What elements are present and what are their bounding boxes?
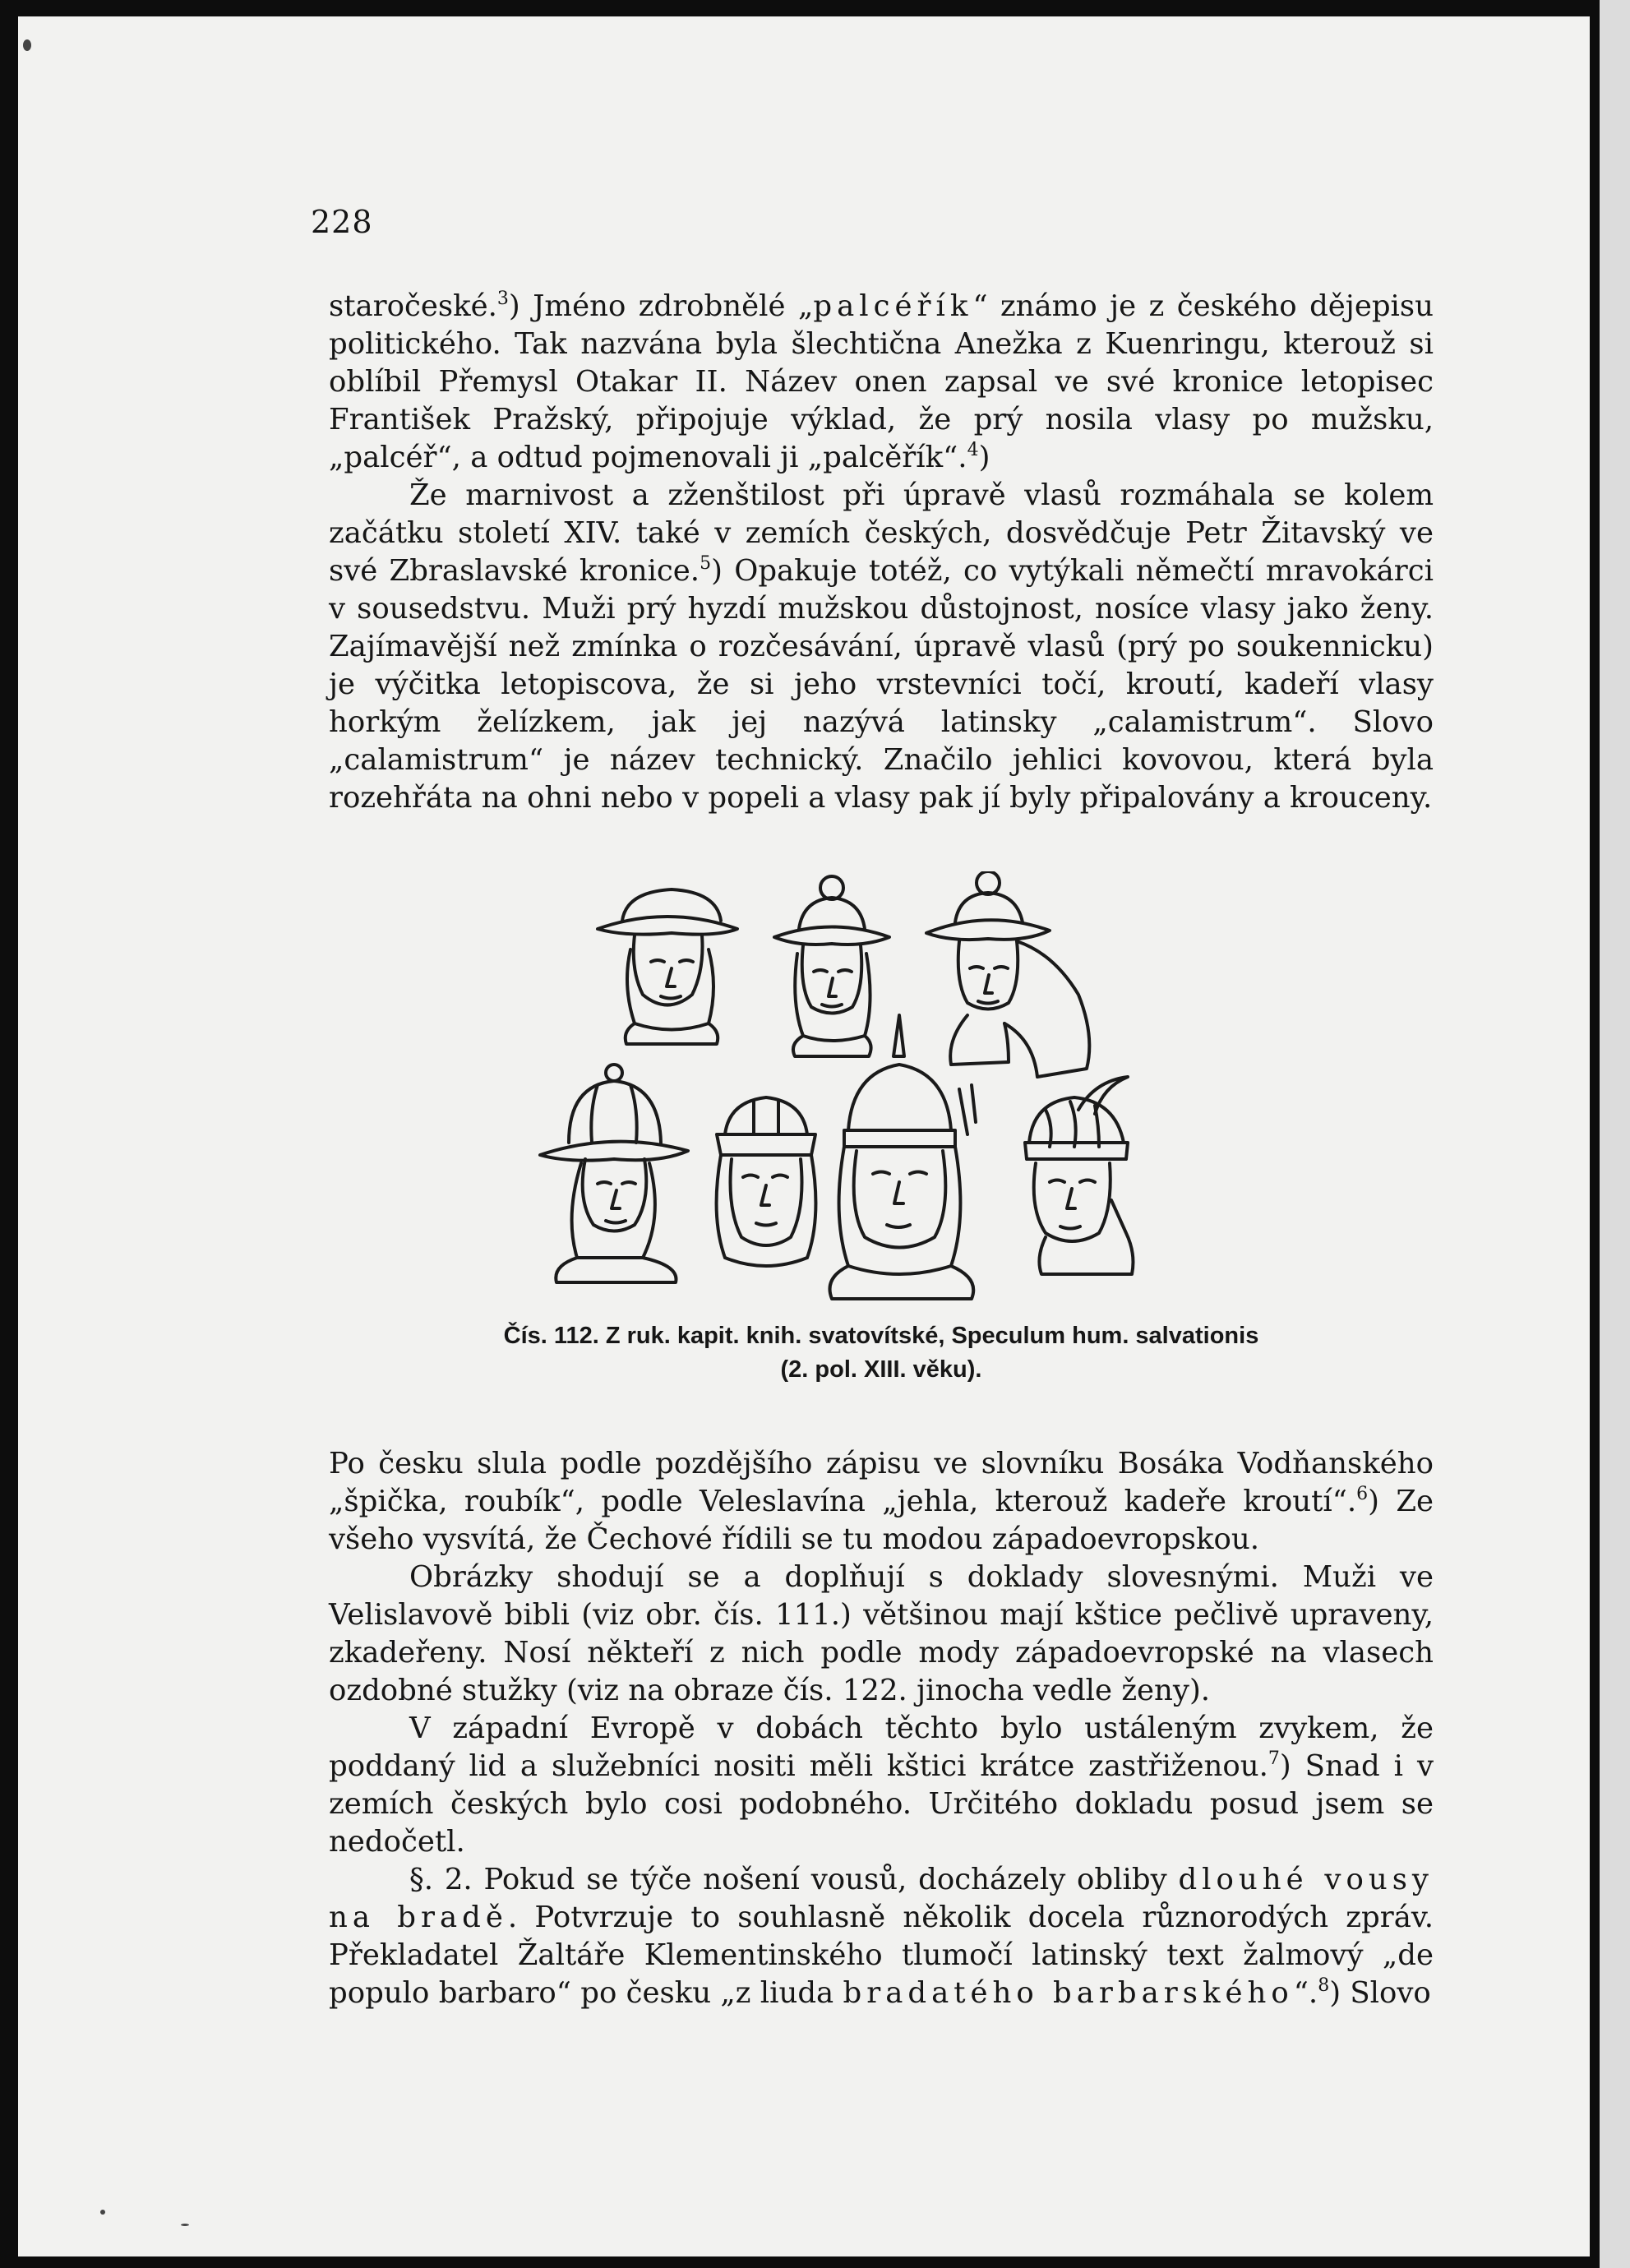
head-horned-helmet-7 bbox=[1025, 1077, 1133, 1274]
emphasized-spaced-text: palcéřík bbox=[813, 289, 973, 323]
figure-112-heads-illustration bbox=[519, 871, 1243, 1307]
head-knobbed-hat-2 bbox=[774, 876, 889, 1056]
bottom-text-block bbox=[329, 1445, 1434, 2012]
text-run: ) bbox=[978, 441, 990, 474]
text-run: ) Snad i v zemích českých bylo cosi podobného. Určitého dokladu posud jsem se nedočetl. bbox=[329, 1749, 1434, 1859]
caption-line-1: Čís. 112. Z ruk. kapit. knih. svatovítské, Speculum hum. salvationis bbox=[503, 1323, 1259, 1349]
text-run: V západní Evropě v dobách těchto bylo ustáleným zvykem, že poddaný lid a služebníci nositi měli kštici krátce zastřiženou. bbox=[329, 1711, 1434, 1783]
head-kettle-hat-1 bbox=[598, 889, 737, 1044]
footnote-marker: 8 bbox=[1318, 1975, 1330, 1996]
head-banded-cap-5 bbox=[717, 1097, 816, 1266]
head-ribbed-helmet-4 bbox=[540, 1065, 688, 1282]
text-run: staročeské. bbox=[329, 289, 497, 323]
bottom-paragraph bbox=[329, 1710, 1434, 1861]
caption-line-2: (2. pol. XIII. věku). bbox=[780, 1356, 982, 1383]
footnote-marker: 4 bbox=[967, 440, 979, 460]
text-run: §. 2. Pokud se týče nošení vousů, docházely obliby bbox=[409, 1863, 1179, 1896]
head-hat-with-drape-3 bbox=[926, 871, 1089, 1077]
footnote-marker: 3 bbox=[496, 289, 509, 309]
page-number: 228 bbox=[311, 204, 373, 240]
print-speck bbox=[181, 2224, 189, 2226]
book-page bbox=[18, 16, 1590, 2256]
text-run: Po česku slula podle pozdějšího zápisu ve slovníku Bosáka Vodňanského „špička, roubík“, podle Veleslavína „jehla, kterouž kadeře kroutí“. bbox=[329, 1447, 1434, 1518]
text-run: . Potvrzuje to souhlasně několik docela různorodých zpráv. Překladatel Žaltáře Klementinského tlumočí latinský text žalmový „de populo barbaro“ po česku „z liuda bbox=[329, 1901, 1434, 2010]
top-text-block bbox=[329, 288, 1434, 817]
text-run: ) Slovo bbox=[1329, 1976, 1431, 2010]
bottom-paragraph bbox=[329, 1559, 1434, 1710]
text-run: ) Opakuje totéž, co vytýkali němečtí mravokárci v sousedstvu. Muži prý hyzdí mužskou důstojnost, nosíce vlasy jako ženy. Zajímavější než zmínka o rozčesávání, úpravě vlasů (prý po soukennicku) je výčitka letopiscova, že si jeho vrstevníci točí, kroutí, kadeří vlasy horkým želízkem, jak jej nazývá latinsky „calamistrum“. Slovo „calamistrum“ je název technický. Značilo jehlici kovovou, která byla rozehřáta na ohni nebo v popeli a vlasy pak jí byly připalovány a krouceny. bbox=[329, 554, 1434, 815]
page-gutter bbox=[1590, 0, 1600, 2268]
text-run: Že marnivost a zženštilost při úpravě vlasů rozmáhala se kolem začátku století XIV. také v zemích českých, dosvědčuje Petr Žitavský ve své Zbraslavské kronice. bbox=[329, 478, 1434, 588]
adjacent-page-edge bbox=[1600, 0, 1630, 2268]
text-run: “. bbox=[1293, 1976, 1318, 2010]
print-speck bbox=[100, 2210, 105, 2215]
footnote-marker: 6 bbox=[1356, 1484, 1369, 1504]
figure-caption bbox=[347, 1319, 1415, 1387]
text-run: ) Ze všeho vysvítá, že Čechové řídili se tu modou západoevropskou. bbox=[329, 1485, 1434, 1556]
emphasized-spaced-text: bradatého barbarského bbox=[843, 1976, 1294, 2010]
print-speck bbox=[23, 39, 31, 51]
bottom-paragraph bbox=[329, 1445, 1434, 1559]
top-paragraph bbox=[329, 288, 1434, 477]
footnote-marker: 5 bbox=[700, 553, 712, 574]
text-run: Obrázky shodují se a doplňují s doklady slovesnými. Muži ve Velislavově bibli (viz obr. čís. 111.) většinou mají kštice pečlivě upraveny, zkadeřeny. Nosí někteří z nich podle mody západoevropské na vlasech ozdobné stužky (viz na obraze čís. 122. jinocha vedle ženy). bbox=[329, 1560, 1434, 1707]
text-run: “ známo je z českého dějepisu politického. Tak nazvána byla šlechtična Anežka z Kuenringu, kterouž si oblíbil Přemysl Otakar II. Název onen zapsal ve své kronice letopisec František Pražský, připojuje výklad, že prý nosila vlasy po mužsku, „palcéř“, a odtud pojmenovali ji „palcěřík“. bbox=[329, 289, 1434, 474]
footnote-marker: 7 bbox=[1268, 1748, 1280, 1769]
text-run: ) Jméno zdrobnělé „ bbox=[508, 289, 814, 323]
top-paragraph bbox=[329, 477, 1434, 817]
emphasized-spaced-text: dlouhé vousy na bradě bbox=[329, 1863, 1434, 1934]
bottom-paragraph bbox=[329, 1861, 1434, 2012]
